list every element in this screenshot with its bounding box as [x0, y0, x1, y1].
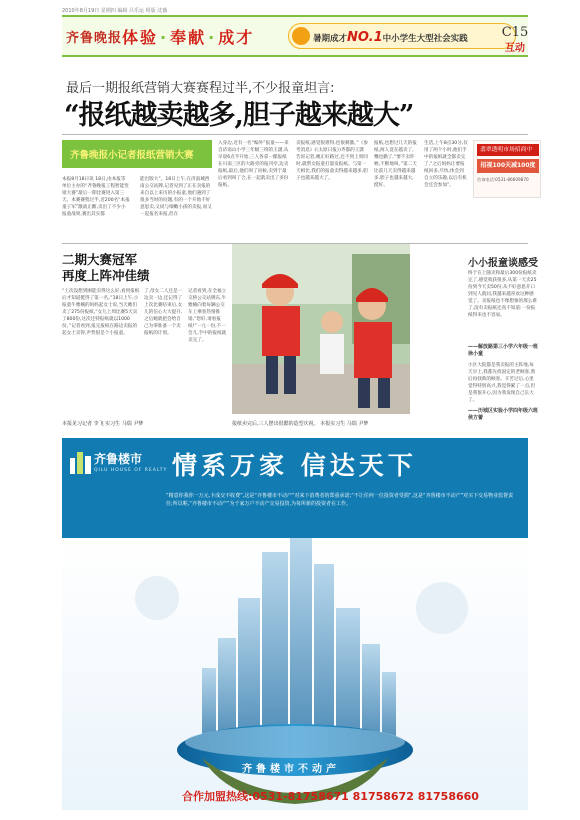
divider — [62, 134, 528, 135]
banner-slogan — [122, 25, 254, 48]
article-column: 入身边,近有一名“编外”报童——来自济南山小学三年级三班的王潇,从早晨6点半开始,三人各拿一摞报纸在川南三区的大路旁的报刊亭,边卖报纸,最后,他们叫了问候,卖到于最后看到叫了合,在一起就卖出了多份报纸。 — [218, 141, 289, 188]
paper-logo: 齐鲁晚报 — [66, 31, 123, 46]
article-column: 卖报纸,感觉很难得,也很刺激。”《参考消息》(《太原日报》)齐都的王潇告诉记者,她正好路过,还不到上周同时,就帮女报童打量发报纸。与第一天相比,我们的报童卖得越来越多,胆子也越来越大了。 — [296, 141, 368, 181]
slogan-word: 体验 — [122, 28, 159, 47]
sidebar-body: 小区大院都是我卖报的主阵地,每天早上,我都先找固定的老顾客,然后再找新的顾客。辛苦过后,心里觉得特别高兴,我觉得累了一点,但是我很开心,因为我发现自己长大了。 — [468, 363, 536, 403]
main-headline: “报纸越卖越多,胆子越来越大” — [64, 100, 414, 131]
subhead-line: 再度上阵冲佳绩 — [62, 268, 150, 283]
section-name: 互动 — [505, 43, 525, 54]
ad-illustration — [62, 538, 528, 810]
subhead-line: 二期大赛冠军 — [62, 252, 138, 267]
event-tag-text: 齐鲁晚报小记者报纸营销大赛 — [70, 150, 194, 161]
page-number-block — [492, 26, 538, 54]
byline: 本报见习记者 李飞 实习生 马瑞 尹梦 — [62, 421, 144, 427]
kids-photo-illustration — [232, 244, 410, 414]
sidebar-signature: ——解放路第三小学六年级一班 徐小童 — [468, 344, 539, 357]
article-column: 记者看到,在全福立交桥公交站牌东,牛雅楠向着每辆公交车上乘客热情推销,“您好,请看报纸!”一元一份,不一会儿,手中的报纸就卖完了。 — [188, 289, 227, 343]
article-column: 了,母女二人还是一边卖一边,还记得了上次比赛结束后,女儿的信心大大提升,之后她就把会给自己为零准备一个卖报纸的计划。 — [144, 289, 183, 336]
event-tag-graphic — [62, 140, 212, 168]
mini-ad — [473, 140, 541, 198]
slogan-word: 奉献 — [170, 28, 207, 47]
article-column: 能出版大”。18日上午,在济南城西南公交站牌,记者见到了正在卖报的来自以上来历的小报童,他们遇到了很多当时的问题,有的一个开始不好意思卖,又同与细嫩小孩的卖报,而又一起报名来报,但在 — [140, 177, 212, 217]
ad-header — [62, 438, 528, 538]
mini-ad-offer: 招视100天减100度 — [477, 159, 539, 173]
slogan-word: 成才 — [218, 28, 255, 47]
headline-kicker: 最后一期报纸营销大赛赛程过半,不少报童坦言: — [66, 81, 335, 96]
article-column: 生活,上午8点30分,仅用了两个小时,他们手中的报纸就全都卖完了,“之后妈妈让要报纸回多,尽快,体会到自立的乐趣,以后有机会还会参加”。 — [424, 141, 468, 188]
sidebar-body: 终于在上随卖和最后300份报纸卖完了,感觉收获很多,从第一天卖25份到今天卖50份,从不好意思开口到见人就问,我越来越喜欢这种感觉了。卖报纸也不像想象的那么难了,没有卖报纸还真不知道:一份报纸得来也不容易。 — [468, 271, 537, 318]
ad-hotline: 合作加盟热线:0531-81758671 81758672 81758660 — [182, 790, 479, 803]
article-column: “上次没想到刚能卖得这么好,看到报纸后才知道挺得了第一名。”18日上午,小报童牛雅楠的妈妈起女士说,当天她们卖了275份报纸,“女儿上周比赛5天卖了800份,这次还特报纸就以1000份。”记者看到,报完报纸在路边卖报的起女士卖得,声势很是个小报童。 — [62, 289, 140, 336]
page-number: C15 — [501, 25, 529, 40]
sidebar-signature: ——历城区实验小学四年级六班 侯方蕾 — [468, 408, 539, 421]
sidebar-title: 小小报童谈感受 — [468, 258, 538, 269]
issue-meta: 2010年8月19日 星期四 编辑 吕乐运 组版 沈薇 — [62, 8, 168, 14]
award-badge — [288, 23, 516, 49]
article-column: 报纸,也想过几天的报纸,两人竟在越卖了,嘴也勤了,“要不卖吓唬,不断地叫。”第二天比前几天卖得越来越多,胆子也越来越大,挺好。 — [374, 141, 417, 188]
slogan-separator: · — [208, 28, 217, 47]
award-prefix: 暑期成才 — [313, 34, 348, 44]
award-suffix: 中小学生大型社会实践 — [382, 34, 468, 44]
ad-brand: 齐鲁楼市 — [94, 452, 143, 466]
realty-logo-icon — [70, 452, 92, 474]
caption-text: 报纸卖完后,三人摆出很酷的造型庆祝。 — [232, 421, 319, 427]
mini-ad-contact: 咨询电话:0531-86609870 — [477, 177, 529, 182]
article-column: 本报8月18日讯 18日,由本报等单位主办的“齐鲁晚报工程智能变销大赛”最后一期比赛进入第三天。本赛赛程过半,近200名“本报童子军”激战正酣,卖出了不少小报童战果,赛出其实都 — [62, 177, 130, 217]
ad-brand-en: QILU HOUSE OF REALTY — [94, 468, 168, 473]
slogan-separator: · — [160, 28, 169, 47]
ad-globe-label: 齐鲁楼市不动产 — [242, 764, 340, 775]
realty-advertisement — [62, 438, 528, 810]
ad-description: “精意你我你一万元,卡成交不收费”,这是“齐鲁楼市不动产”对来下消费者的郑重承诺;“不让任何一位投资者受损”,这是“齐鲁楼市不动产”对买下交易物业监督责任;所以呢,“齐鲁楼市不动产”为千家万户不动产交易投资,为每所新的投资者在工作。 — [166, 493, 514, 507]
kids-photo — [232, 244, 410, 414]
photo-caption — [232, 420, 368, 427]
award-highlight: NO.1 — [347, 30, 383, 45]
mini-ad-line: 翡翠透明市场招商中 — [477, 144, 539, 156]
ad-slogan: 情系万家 信达天下 — [172, 451, 417, 480]
photo-credit: 本报实习生 马瑞 尹梦 — [320, 421, 369, 427]
top-banner — [62, 15, 528, 57]
medal-icon — [292, 27, 310, 45]
award-text — [313, 30, 468, 45]
